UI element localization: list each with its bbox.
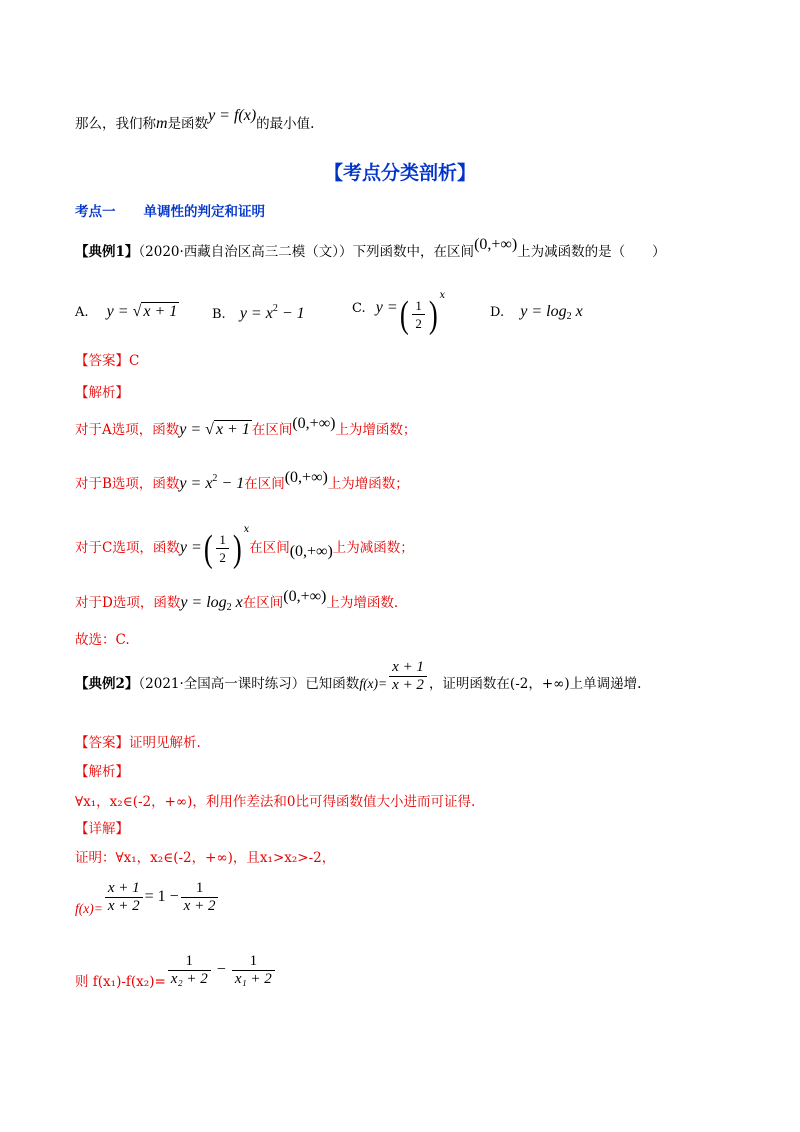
- diff-line: [75, 953, 277, 988]
- fx-mid: = 1 −: [144, 888, 179, 905]
- intro-line: [75, 107, 315, 134]
- answer-label: 【答案】: [75, 353, 129, 369]
- example1-question: [75, 236, 666, 262]
- frac-denominator: x + 2: [105, 897, 143, 915]
- fx-expansion: [75, 880, 220, 915]
- frac-denominator: x + 2: [389, 676, 427, 694]
- analysis-mid: 在区间: [242, 595, 284, 611]
- example1-answer: [75, 351, 139, 371]
- frac-denominator: x + 2: [181, 897, 219, 915]
- example2-analysis: ∀x₁，x₂∈(-2，+∞)，利用作差法和0比可得函数值大小进而可证得.: [75, 794, 476, 810]
- frac-numerator: 1: [195, 880, 204, 896]
- analysis-d: 对于D选项，函数$y = \log_2 x$在区间(0,+∞)上为增函数.: [75, 588, 399, 613]
- example1-q-pre: 下列函数中，在区间: [352, 244, 475, 260]
- topic-line: [75, 202, 265, 222]
- analysis-pre: 对于D选项，函数: [75, 595, 181, 611]
- analysis-b: 对于B选项，函数$y = x^2 - 1$在区间(0,+∞)上为增函数；: [75, 469, 409, 492]
- option-c: C. y =( $\frac{1}{2}$ ) $^x$: [352, 290, 446, 336]
- fx-label: f(x)=: [75, 901, 103, 916]
- answer-value: 证明见解析.: [129, 735, 201, 751]
- option-d: D. $y = \log_2 x$: [490, 303, 583, 322]
- intro-pre: 那么，我们称: [75, 116, 156, 132]
- diff-minus: −: [216, 961, 226, 978]
- frac-denominator: x₁ + 2: [232, 970, 275, 988]
- frac-numerator: 1: [249, 953, 258, 969]
- analysis-c: 对于C选项，函数y =( $\frac{1}{2}$ ) $^x$在区间(0,+∞)上为减函数；: [75, 524, 414, 570]
- intro-mid: 是函数: [167, 116, 209, 132]
- analysis-pre: 对于B选项，函数: [75, 476, 180, 492]
- frac-numerator: 1: [185, 953, 194, 969]
- example1-source: （2020·西藏自治区高三二模（文））: [138, 244, 353, 260]
- frac-numerator: x + 1: [107, 880, 140, 896]
- example2-question: [75, 659, 642, 702]
- answer-value: C: [129, 353, 140, 369]
- analysis-pre: 对于C选项，函数: [75, 540, 180, 556]
- example1-analysis-label: 【解析】: [75, 385, 129, 401]
- analysis-a: 对于A选项，函数y = √ x + 1 在区间(0,+∞)上为增函数；: [75, 415, 417, 438]
- example1-conclusion: 故选：C.: [75, 632, 130, 648]
- example2-q-post: ，证明函数在(-2，+∞)上单调递增.: [428, 676, 642, 692]
- option-letter: C.: [352, 301, 366, 316]
- answer-label: 【答案】: [75, 735, 129, 751]
- example2-tag: 【典例2】: [75, 676, 139, 692]
- example2-detail-line1: 证明：∀x₁，x₂∈(-2，+∞)，且x₁>x₂>-2，: [75, 850, 336, 866]
- analysis-pre: 对于A选项，函数: [75, 422, 180, 438]
- analysis-mid: 在区间: [251, 422, 293, 438]
- intro-func: y = f(x): [208, 107, 257, 124]
- section-heading: 【考点分类剖析】: [323, 162, 476, 184]
- example2-answer: [75, 733, 201, 753]
- frac-numerator: x + 1: [392, 659, 424, 675]
- option-a: A. y = √ x + 1: [75, 303, 178, 320]
- option-letter: B.: [212, 307, 226, 322]
- analysis-post: 上为减函数；: [332, 540, 414, 556]
- example1-tag: 【典例1】: [75, 244, 139, 260]
- option-b: B. $y = x^2 - 1$: [212, 303, 305, 322]
- frac-denominator: x₂ + 2: [168, 970, 211, 988]
- analysis-mid: 在区间: [249, 540, 290, 556]
- intro-m: m: [156, 115, 168, 132]
- example1-interval: (0,+∞): [474, 236, 518, 253]
- example2-fx: f(x)=: [359, 676, 388, 691]
- option-letter: A.: [75, 305, 89, 320]
- example2-detail-label: 【详解】: [75, 821, 129, 837]
- intro-post: 的最小值.: [256, 116, 315, 132]
- option-letter: D.: [490, 305, 505, 320]
- analysis-mid: 在区间: [244, 476, 285, 492]
- analysis-post: 上为增函数；: [335, 422, 417, 438]
- example1-q-post: 上为减函数的是（ ）: [517, 244, 666, 260]
- example2-q-pre: 已知函数: [305, 676, 360, 692]
- example2-source: （2021·全国高一课时练习）: [138, 676, 306, 692]
- analysis-post: 上为增函数.: [326, 595, 399, 611]
- analysis-post: 上为增函数；: [327, 476, 409, 492]
- example2-analysis-label: 【解析】: [75, 764, 129, 780]
- topic-title: 单调性的判定和证明: [143, 204, 265, 220]
- topic-label: 考点一: [75, 204, 116, 220]
- diff-label: 则 f(x₁)-f(x₂)=: [75, 974, 166, 990]
